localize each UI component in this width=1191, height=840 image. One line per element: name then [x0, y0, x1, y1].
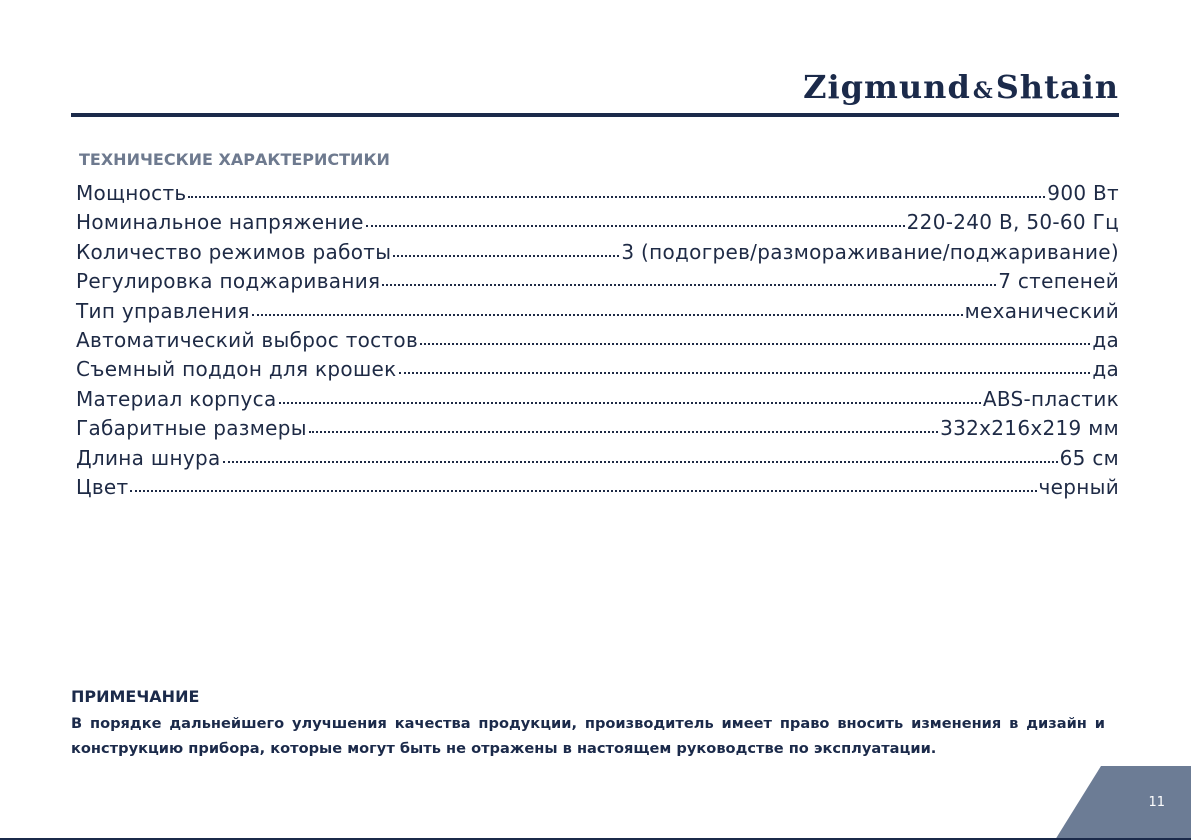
spec-label: Габаритные размеры	[76, 416, 307, 441]
dot-leader	[279, 401, 981, 404]
brand-ampersand: &	[972, 78, 994, 104]
dot-leader	[309, 430, 938, 433]
spec-row	[76, 414, 1119, 443]
dot-leader	[420, 342, 1090, 345]
page-corner-tab	[1055, 766, 1191, 840]
spec-row	[76, 444, 1119, 473]
dot-leader	[252, 313, 963, 316]
spec-label: Количество режимов работы	[76, 239, 392, 264]
dot-leader	[223, 460, 1058, 463]
spec-row	[76, 297, 1119, 326]
note-title: ПРИМЕЧАНИЕ	[71, 687, 200, 706]
note-text: В порядке дальнейшего улучшения качества продукции, производитель имеет право вносить изменения в дизайн и конструкцию прибора, которые могут быть не отражены в настоящем руководстве по эксплуатации.	[71, 715, 1105, 757]
spec-value: 900 Вт	[1047, 181, 1119, 205]
spec-value: черный	[1038, 474, 1119, 499]
page-corner-shape	[1055, 766, 1191, 840]
spec-value: ABS-пластик	[982, 386, 1119, 411]
header-divider	[71, 113, 1119, 117]
spec-value: да	[1092, 357, 1119, 382]
spec-label: Съемный поддон для крошек	[76, 357, 397, 382]
spec-label: Материал корпуса	[76, 386, 277, 411]
spec-label: Длина шнура	[76, 445, 221, 470]
spec-label: Номинальное напряжение	[76, 210, 364, 235]
spec-value: 65 см	[1059, 445, 1119, 470]
dot-leader	[382, 283, 996, 286]
spec-label: Тип управления	[76, 298, 250, 323]
spec-value: механический	[964, 298, 1119, 323]
spec-label: Автоматический выброс тостов	[76, 327, 419, 352]
spec-list	[76, 179, 1119, 502]
spec-label: Мощность	[76, 181, 187, 205]
spec-row	[76, 385, 1119, 414]
spec-row	[76, 473, 1119, 502]
dot-leader	[399, 371, 1091, 374]
spec-value: 332х216х219 мм	[940, 416, 1119, 441]
spec-label: Регулировка поджаривания	[76, 269, 381, 294]
spec-value: 220-240 В, 50-60 Гц	[906, 210, 1119, 235]
dot-leader	[393, 254, 619, 257]
section-title: ТЕХНИЧЕСКИЕ ХАРАКТЕРИСТИКИ	[79, 150, 390, 169]
spec-value: 7 степеней	[998, 269, 1119, 294]
spec-row	[76, 267, 1119, 296]
brand-name-right: Shtain	[995, 68, 1119, 106]
spec-row	[76, 208, 1119, 237]
spec-row	[76, 326, 1119, 355]
spec-label: Цвет	[76, 474, 129, 499]
spec-row	[76, 355, 1119, 384]
brand-name-left: Zigmund	[803, 68, 971, 106]
page-number: 11	[1148, 795, 1165, 810]
spec-value: да	[1092, 327, 1119, 352]
dot-leader	[130, 489, 1036, 492]
dot-leader	[188, 195, 1045, 198]
brand-logo	[803, 68, 1119, 106]
spec-row	[76, 238, 1119, 267]
dot-leader	[366, 224, 905, 227]
spec-row	[76, 179, 1119, 208]
spec-value: 3 (подогрев/размораживание/поджаривание)	[621, 239, 1119, 264]
